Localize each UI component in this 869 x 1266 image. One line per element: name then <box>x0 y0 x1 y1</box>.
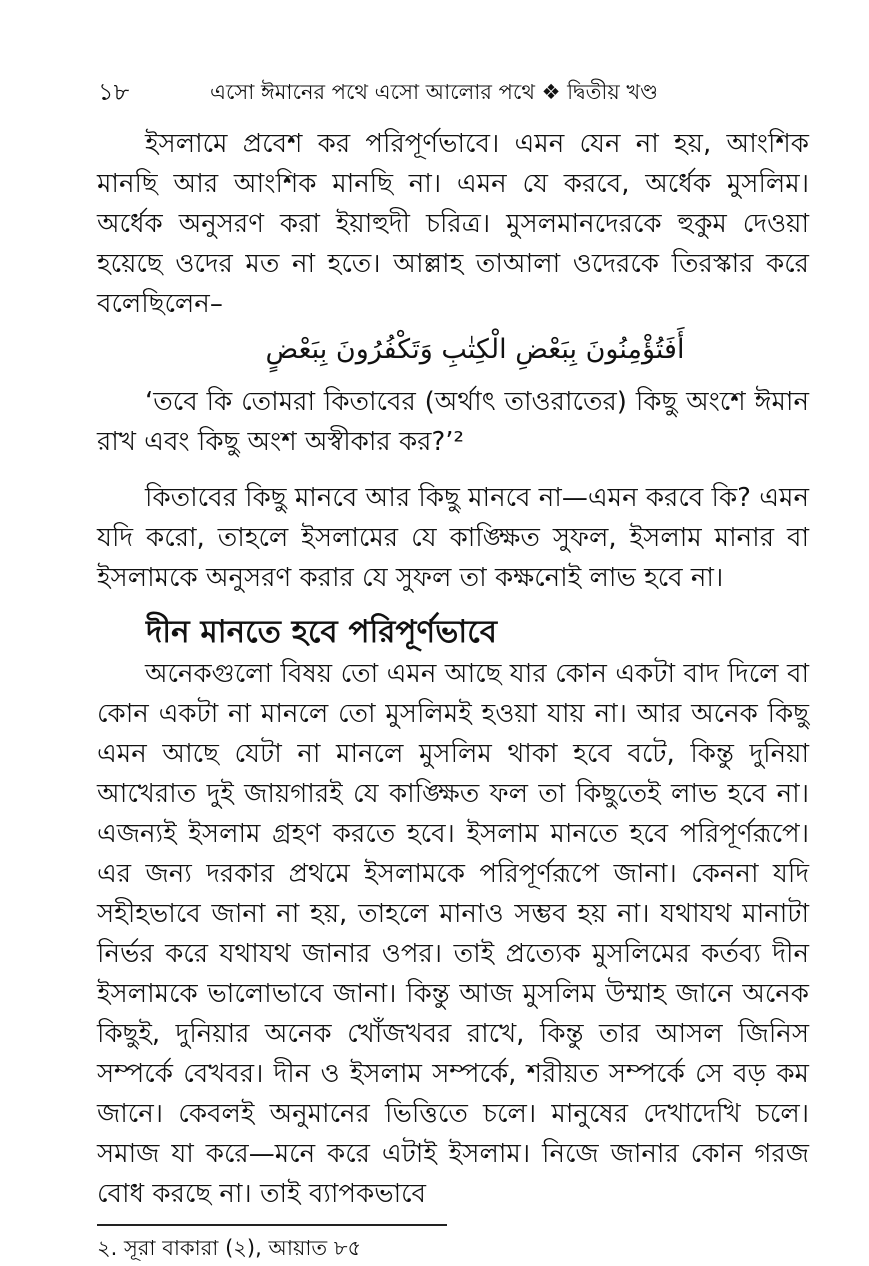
page-header <box>98 68 809 108</box>
footnote: ২. সূরা বাকারা (২), আয়াত ৮৫ <box>97 1236 362 1260</box>
paragraph-section-body: অনেকগুলো বিষয় তো এমন আছে যার কোন একটা বাদ দিলে বা কোন একটা না মানলে তো মুসলিমই হওয়া যায় না। আর অনেক কিছু এমন আছে যেটা না মানলে মুসলিম থাকা হবে বটে, কিন্তু দুনিয়া আখেরাত দুই জায়গারই যে কাঙ্ক্ষিত ফল তা কিছুতেই লাভ হবে না। এজন্যই ইসলাম গ্রহণ করতে হবে। ইসলাম মানতে হবে পরিপূর্ণরূপে। এর জন্য দরকার প্রথমে ইসলামকে পরিপূর্ণরূপে জানা। কেননা যদি সহীহভাবে জানা না হয়, তাহলে মানাও সম্ভব হয় না। যথাযথ মানাটা নির্ভর করে যথাযথ জানার ওপর। তাই প্রত্যেক মুসলিমের কর্তব্য দীন ইসলামকে ভালোভাবে জানা। কিন্তু আজ মুসলিম উম্মাহ জানে অনেক কিছুই, দুনিয়ার অনেক খোঁজখবর রাখে, কিন্তু তার আসল জিনিস সম্পর্কে বেখবর। দীন ও ইসলাম সম্পর্কে, শরীয়ত সম্পর্কে সে বড় কম জানে। কেবলই অনুমানের ভিত্তিতে চলে। মানুষের দেখাদেখি চলে। সমাজ যা করে—মনে করে এটাই ইসলাম। নিজে জানার কোন গরজ বোধ করছে না। তাই ব্যাপকভাবে <box>97 659 809 1209</box>
verse-translation: ‘তবে কি তোমরা কিতাবের (অর্থাৎ তাওরাতের) কিছু অংশে ঈমান রাখ এবং কিছু অংশ অস্বীকার কর?’² <box>97 387 809 457</box>
page-number: ১৮ <box>98 78 130 106</box>
section-heading: দীন মানতে হবে পরিপূর্ণভাবে <box>146 614 498 650</box>
footnote-divider <box>97 1224 447 1226</box>
paragraph-intro: ইসলামে প্রবেশ কর পরিপূর্ণভাবে। এমন যেন না হয়, আংশিক মানছি আর আংশিক মানছি না। এমন যে করবে, অর্ধেক মুসলিম। অর্ধেক অনুসরণ করা ইয়াহুদী চরিত্র। মুসলমানদেরকে হুকুম দেওয়া হয়েছে ওদের মত না হতে। আল্লাহ তাআলা ওদেরকে তিরস্কার করে বলেছিলেন– <box>97 129 809 319</box>
running-head: এসো ঈমানের পথে এসো আলোর পথে ❖ দ্বিতীয় খণ্ড <box>210 80 658 104</box>
paragraph-comment: কিতাবের কিছু মানবে আর কিছু মানবে না—এমন করবে কি? এমন যদি করো, তাহলে ইসলামের যে কাঙ্ক্ষিত সুফল, ইসলাম মানার বা ইসলামকে অনুসরণ করার যে সুফল তা কক্ষনোই লাভ হবে না। <box>97 483 809 593</box>
quran-verse: أَفَتُؤْمِنُونَ بِبَعْضِ الْكِتٰبِ وَتَكْفُرُونَ بِبَعْضٍ <box>265 334 685 365</box>
